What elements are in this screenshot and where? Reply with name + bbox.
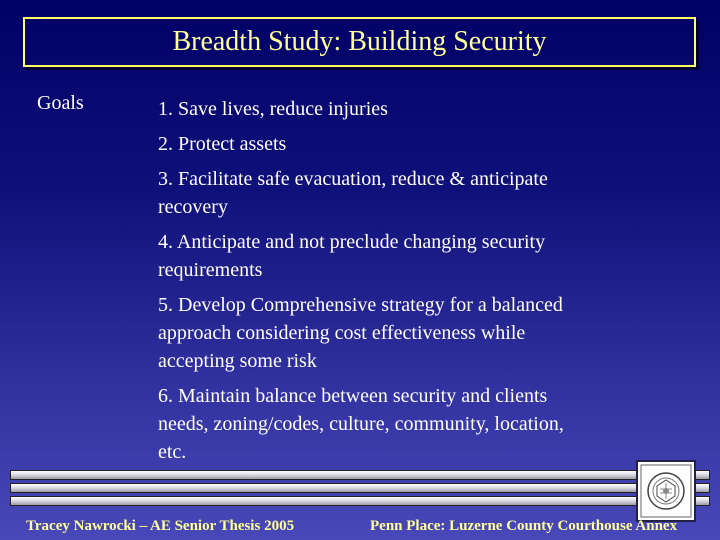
- goal-item: 6. Maintain balance between security and clients needs, zoning/codes, culture, community, location, etc.: [158, 385, 564, 463]
- title-box: [23, 17, 696, 67]
- seal-graphic: [640, 464, 692, 518]
- goal-list: [158, 95, 578, 473]
- footer-decorative-bars: [10, 468, 710, 514]
- goal-item: 2. Protect assets: [158, 133, 287, 155]
- goal-item: 5. Develop Comprehensive strategy for a balanced approach considering cost effectiveness while accepting some risk: [158, 294, 563, 372]
- goal-item: 4. Anticipate and not preclude changing security requirements: [158, 231, 546, 281]
- slide-title: Breadth Study: Building Security: [172, 26, 547, 57]
- university-seal-icon: [636, 460, 696, 522]
- footer-author: Tracey Nawrocki – AE Senior Thesis 2005: [26, 518, 295, 534]
- footer-bar: [10, 496, 710, 506]
- footer-bar: [10, 483, 710, 493]
- goal-item: 3. Facilitate safe evacuation, reduce & anticipate recovery: [158, 168, 548, 218]
- footer-bar: [10, 470, 710, 480]
- footer-project: Penn Place: Luzerne County Courthouse Annex: [370, 518, 678, 534]
- goal-item: 1. Save lives, reduce injuries: [158, 98, 388, 120]
- goals-label: Goals: [37, 92, 84, 114]
